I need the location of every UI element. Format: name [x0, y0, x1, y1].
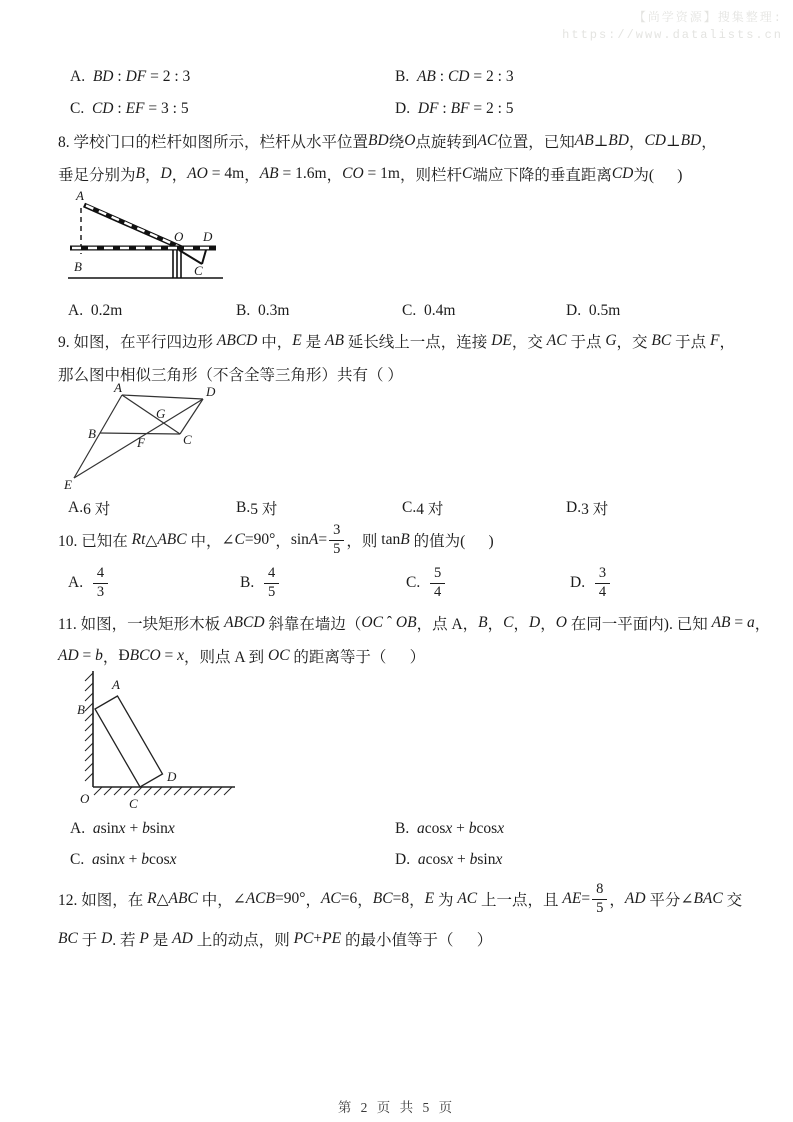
option-text: asinx + bcosx [91, 851, 177, 868]
barrier-post [173, 250, 181, 278]
q7-option-c [70, 98, 189, 120]
q9-option-d [566, 497, 608, 519]
option-label: A. [70, 68, 86, 85]
fig9-label-g: G [156, 406, 166, 421]
fig11-label-c: C [129, 796, 138, 811]
option-label: B. [236, 302, 251, 319]
q8-option-b [236, 300, 289, 322]
option-text: 0.5m [581, 302, 621, 319]
option-label: A. [70, 820, 86, 837]
q9-stem-line1: 9. 如图，在平行四边形 ABCD 中， E 是 AB 延长线上一点，连接 DE ，交 AC 于点 G ，交 BC 于点 F ， [58, 332, 735, 351]
option-label: C. [406, 574, 421, 591]
q11-figure-board-wall [60, 667, 245, 812]
fig8-label-o: O [174, 229, 184, 244]
option-text: 4 对 [416, 501, 444, 518]
q7-option-a [70, 66, 190, 88]
option-label: B. [395, 68, 410, 85]
q10-stem: 10. 已知在 Rt △ ABC 中， ∠ C =90° ， sin A = $\frac{3}{5}$ ，则 tan B 的值为( ) [58, 522, 494, 557]
option-label: A. [68, 499, 84, 516]
fig9-label-e: E [64, 477, 72, 492]
watermark [562, 10, 783, 44]
barrier-rotated-bar [84, 205, 184, 249]
fig8-label-d: D [203, 229, 213, 244]
q11-option-d [395, 849, 502, 871]
wall-hatching [85, 673, 93, 781]
option-label: A. [68, 302, 84, 319]
q9-stem-line2: 那么图中相似三角形（不含全等三角形）共有（ ） [58, 367, 403, 384]
q9-figure-parallelogram [58, 381, 268, 493]
option-label: D. [566, 499, 582, 516]
option-text: acosx + bsinx [417, 851, 503, 868]
q8-stem-line2: 垂足分别为 B ， D ， AO = 4m ， AB = 1.6m ， CO = 1m ，则栏杆 C 端应下降的垂直距离 CD 为( ) [58, 165, 683, 184]
option-text: BD : DF = 2 : 3 [92, 68, 191, 85]
fig8-label-c: C [194, 263, 203, 278]
option-label: C. [402, 499, 417, 516]
q10-option-b [240, 561, 281, 605]
rectangular-board [95, 696, 163, 787]
option-text: $\frac{4}{5}$ [254, 565, 281, 601]
option-text: asinx + bsinx [92, 820, 175, 837]
option-text: AB : CD = 2 : 3 [416, 68, 514, 85]
option-text: 6 对 [83, 501, 111, 518]
option-label: D. [395, 851, 411, 868]
q11-option-b [395, 818, 504, 840]
option-label: B. [240, 574, 255, 591]
fig9-label-b: B [88, 426, 96, 441]
option-text: 0.2m [83, 302, 123, 319]
option-label: C. [70, 851, 85, 868]
fig11-label-a: A [112, 677, 120, 692]
cd-drop-segment [179, 250, 206, 264]
fig9-label-f: F [137, 435, 145, 450]
q8-option-a [68, 300, 122, 322]
option-text: 5 对 [250, 501, 278, 518]
fig8-label-b: B [74, 259, 82, 274]
option-text: 0.4m [416, 302, 456, 319]
ground-hatching [94, 787, 232, 795]
q12-stem-line1: 12. 如图，在 R △ ABC 中， ∠ ACB =90° ， AC =6 ， BC =8 ， E 为 AC 上一点，且 AE = $\frac{8}{5}$ ， AD 平分 ∠ BAC 交 [58, 881, 743, 916]
q8-figure-barrier-diagram [58, 188, 258, 298]
option-text: $\frac{5}{4}$ [420, 565, 447, 601]
option-label: C. [70, 100, 85, 117]
option-text: acosx + bcosx [416, 820, 505, 837]
q9-option-b [236, 497, 277, 519]
option-text: 0.3m [250, 302, 290, 319]
q8-option-d [566, 300, 620, 322]
q8-option-c [402, 300, 455, 322]
fig11-label-d: D [167, 769, 177, 784]
fig11-label-o: O [80, 791, 90, 806]
fig9-label-c: C [183, 432, 192, 447]
option-label: D. [566, 302, 582, 319]
q12-stem-line2: BC 于 D . 若 P 是 AD 上的动点，则 PC + PE 的最小值等于（ ） [58, 930, 493, 949]
q9-option-c [402, 497, 443, 519]
q7-option-b [395, 66, 514, 88]
fig9-label-d: D [206, 384, 216, 399]
q10-option-c [406, 561, 447, 605]
fig11-label-b: B [77, 702, 85, 717]
watermark-url: https://www.datalists.cn [562, 28, 783, 42]
q11-option-c [70, 849, 177, 871]
option-label: D. [395, 100, 411, 117]
option-text: 3 对 [581, 501, 609, 518]
watermark-source: 【尚学资源】搜集整理: [633, 11, 783, 25]
q9-option-a [68, 497, 110, 519]
q8-stem-line1: 8. 学校门口的栏杆如图所示，栏杆从水平位置 BD 绕 O 点旋转到 AC 位置，已知 AB ⊥ BD ， CD ⊥ BD ， [58, 132, 717, 151]
option-text: $\frac{4}{3}$ [83, 565, 110, 601]
fig9-label-a: A [114, 381, 122, 395]
option-label: A. [68, 574, 84, 591]
q11-option-a [70, 818, 175, 840]
q10-option-a [68, 561, 110, 605]
option-label: D. [570, 574, 586, 591]
option-label: B. [395, 820, 410, 837]
page-number: 第 2 页 共 5 页 [337, 1100, 456, 1115]
option-text: $\frac{3}{4}$ [585, 565, 612, 601]
q10-option-d [570, 561, 612, 605]
q7-option-d [395, 98, 514, 120]
option-label: B. [236, 499, 251, 516]
fig8-label-a: A [76, 188, 84, 203]
option-text: DF : BF = 2 : 5 [417, 100, 514, 117]
option-label: C. [402, 302, 417, 319]
q11-stem-line2: AD = b ， Ð BCO = x ，则点 A 到 OC 的距离等于（ ） [58, 647, 426, 666]
option-text: CD : EF = 3 : 5 [91, 100, 189, 117]
q11-stem-line1: 11. 如图，一块矩形木板 ABCD 斜靠在墙边（ OC ˆ OB ，点 A， B ， C ， D ， O 在同一平面内). 已知 AB = a ， [58, 614, 771, 633]
